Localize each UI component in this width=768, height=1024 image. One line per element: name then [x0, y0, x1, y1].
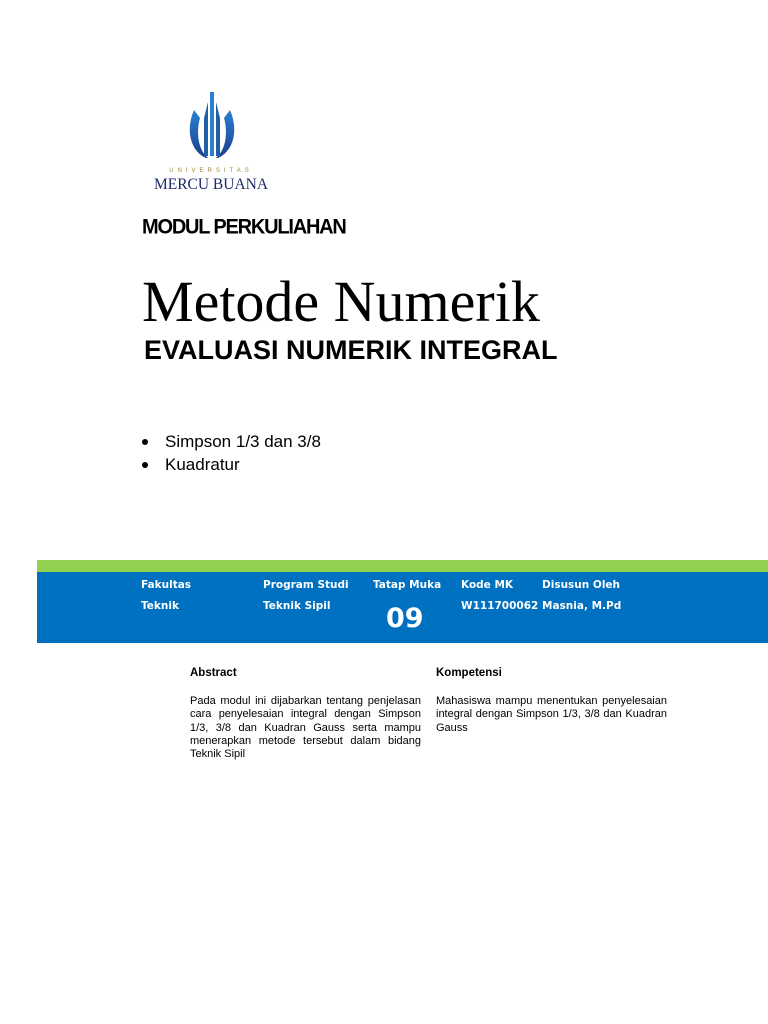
list-item	[142, 430, 321, 453]
topic-list	[142, 430, 321, 476]
mercu-buana-emblem-icon	[142, 88, 280, 194]
program-label: Program Studi	[263, 579, 349, 591]
logo-caption: UNIVERSITAS	[169, 168, 253, 174]
logo-name: MERCU BUANA	[153, 176, 269, 193]
university-logo	[142, 88, 280, 194]
topic-text: Simpson 1/3 dan 3/8	[165, 432, 321, 451]
kode-value: W111700062	[461, 600, 539, 612]
meeting-number: 09	[386, 603, 424, 634]
fakultas-value: Teknik	[141, 600, 179, 612]
program-value: Teknik Sipil	[263, 600, 331, 612]
page-title: Metode Numerik	[142, 269, 540, 334]
list-item	[142, 453, 321, 476]
kode-label: Kode MK	[461, 579, 514, 591]
page-subtitle: EVALUASI NUMERIK INTEGRAL	[144, 335, 558, 365]
kompetensi-heading: Kompetensi	[436, 667, 502, 679]
topic-text: Kuadratur	[165, 455, 240, 474]
abstract-heading: Abstract	[190, 667, 237, 679]
author-label: Disusun Oleh	[542, 579, 621, 591]
author-value: Masnia, M.Pd	[542, 600, 622, 612]
info-band-accent	[37, 560, 768, 572]
tatap-label: Tatap Muka	[373, 579, 442, 591]
bullet-icon	[142, 462, 148, 468]
abstract-text: Pada modul ini dijabarkan tentang penjelasan cara penyelesaian integral dengan Simpson 1/3, 3/8 dan Kuadran Gauss serta mampu menerapkan metode tersebut dalam bidang Teknik Sipil	[190, 695, 421, 761]
fakultas-label: Fakultas	[141, 579, 192, 591]
module-label: MODUL PERKULIAHAN	[142, 215, 346, 239]
kompetensi-text: Mahasiswa mampu menentukan penyelesaian integral dengan Simpson 1/3, 3/8 dan Kuadran Gauss	[436, 695, 667, 734]
bullet-icon	[142, 439, 148, 445]
